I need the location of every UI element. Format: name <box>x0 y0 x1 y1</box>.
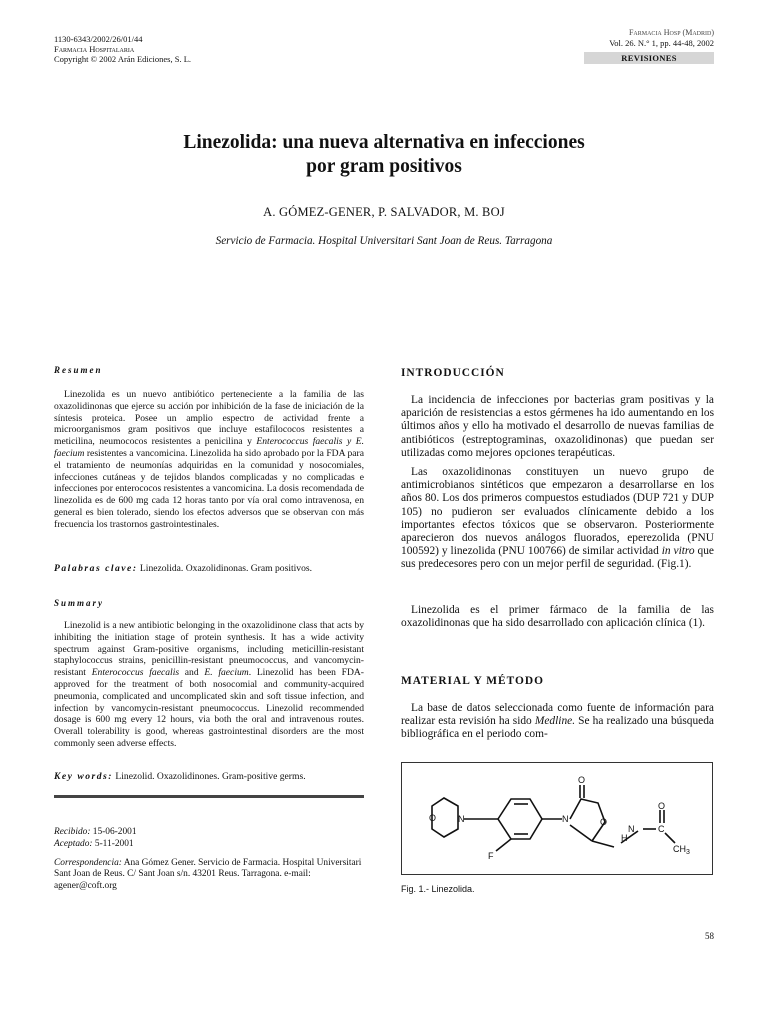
atom-f: F <box>488 851 494 861</box>
article-title <box>0 131 768 179</box>
atom-o-ring: O <box>600 817 608 827</box>
journal-header-right <box>609 27 714 49</box>
benzene-ring <box>498 799 542 839</box>
intro-paragraph-1: La incidencia de infecciones por bacterias gram positivas y la aparición de resistencias a estos gérmenes ha ido aumentando en los últimos años y ello ha motivado el desarrollo de nuevas familias de antibióticos (estreptograminas, oxazolidinonas) que puedan ser utilizadas como mejores opciones terapéuticas. <box>401 394 714 459</box>
atom-n-amide: N <box>628 824 635 834</box>
title-line-1: Linezolida: una nueva alternativa en infecciones <box>183 132 585 153</box>
summary-text: Linezolid is a new antibiotic belonging in the oxazolidinone class that acts by inhibiting the initiation stage of protein synthesis. It has a wide activity spectrum against Gram-positive organisms, including meticillin-resistant staphylococcus strains, penicillin-resistant pneumococcus, and vancomycin-resistant Enterococcus faecalis and E. faecium. Linezolid has been FDA-approved for the treatment of both nosocomial and community-acquired pneumonia, complicated and uncomplicated skin and soft tissue infection, and infection by vancomycin-resistant pneumococcus. Linezolid recommended dosage is 600 mg every 12 hours, via both the oral and intravenous routes. Overall tolerability is good, whereas gastrointestinal disorders are the most commonly seen adverse effects. <box>54 620 364 749</box>
received-date: Recibido: 15-06-2001 <box>54 827 137 837</box>
atom-o-morpholine: O <box>429 813 437 823</box>
atom-c: C <box>658 824 665 834</box>
page-number: 58 <box>705 931 714 941</box>
resumen-text: Linezolida es un nuevo antibiótico perteneciente a la familia de las oxazolidinonas que ejerce su acción por inhibición de la fase de iniciación de la síntesis proteica. Posee un amplio espectro de actividad frente a microorganismos gram positivos que incluye estafilococos resistentes a meticilina, neumococos resistentes a penicilina y Enterococcus faecalis y E. faecium resistentes a vancomicina. Linezolida ha sido aprobado por la FDA para el tratamiento de neumonías adquiridas en la comunidad y nosocomiales, infecciones cutáneas y de tejidos blandos complicadas y no complicadas e infecciones por enterococos resistentes a vancomicina. La dosis recomendada de linezolida es de 600 mg cada 12 horas tanto por vía oral como intravenosa, en general es bien tolerado, siendo los efectos adversos que se observan con más frecuencia los trastornos gastrointestinales. <box>54 389 364 530</box>
affiliation: Servicio de Farmacia. Hospital Universitari Sant Joan de Reus. Tarragona <box>215 235 553 247</box>
resumen-heading: Resumen <box>54 365 103 375</box>
authors: A. GÓMEZ-GENER, P. SALVADOR, M. BOJ <box>263 205 505 219</box>
journal-name: Farmacia Hospitalaria <box>54 44 135 54</box>
bond-fluorine <box>496 839 511 851</box>
atom-n-morpholine: N <box>458 814 465 824</box>
intro-paragraph-3: Linezolida es el primer fármaco de la familia de las oxazolidinonas que ha sido desarrollado con aplicación clínica (1). <box>401 604 714 630</box>
summary-heading: Summary <box>54 598 105 608</box>
linezolid-structure <box>402 763 712 874</box>
divider-rule <box>54 795 364 798</box>
intro-heading: INTRODUCCIÓN <box>401 367 505 379</box>
figure-caption: Fig. 1.- Linezolida. <box>401 884 475 894</box>
methods-paragraph-1: La base de datos seleccionada como fuente de información para realizar esta revisión ha sido Medline. Se ha realizado una búsqueda bibliográfica en el periodo com- <box>401 702 714 741</box>
resumen-keywords: Palabras clave: Linezolida. Oxazolidinonas. Gram positivos. <box>54 563 313 574</box>
atom-o-carbonyl: O <box>578 775 586 785</box>
journal-abbrev: Farmacia Hosp (Madrid) <box>628 28 714 37</box>
intro-paragraph-2: Las oxazolidinonas constituyen un nuevo grupo de antimicrobianos sintéticos que empezaron a desarrollarse en los años 80. Los dos primeros compuestos estudiados (DUP 721 y DUP 105) no pudieron ser evaluados clínicamente debido a los importantes efectos tóxicos que se observaron. Posteriormente aparecieron dos nuevos análogos fluorados, eperezolida (PNU 100592) y linezolida (PNU 100766) de similar actividad in vitro que sus predecesores pero con un mejor perfil de seguridad. (Fig.1). <box>401 466 714 571</box>
figure-box <box>401 762 713 875</box>
accepted-date: Aceptado: 5-11-2001 <box>54 839 134 849</box>
correspondence: Correspondencia: Ana Gómez Gener. Servicio de Farmacia. Hospital Universitari Sant Joan de Reus. C/ Sant Joan s/n. 43201 Reus. Tarragona. e-mail: agener@coft.org <box>54 858 362 891</box>
section-badge: REVISIONES <box>584 52 714 64</box>
title-line-2: por gram positivos <box>306 156 462 177</box>
atom-o-acetyl: O <box>658 801 666 811</box>
atom-ch3: $CH_3$ <box>673 844 690 856</box>
summary-keywords: Key words: Linezolid. Oxazolidinones. Gram-positive germs. <box>54 771 306 782</box>
copyright: Copyright © 2002 Arán Ediciones, S. L. <box>54 54 192 64</box>
methods-heading: MATERIAL Y MÉTODO <box>401 675 544 687</box>
issn: 1130-6343/2002/26/01/44 <box>54 34 143 44</box>
atom-n-oxazolidinone: N <box>562 814 569 824</box>
atom-h: H <box>621 833 628 843</box>
volume-info: Vol. 26. N.° 1, pp. 44-48, 2002 <box>609 38 714 48</box>
journal-header-left <box>54 34 191 64</box>
bond-side-chain <box>592 841 614 847</box>
